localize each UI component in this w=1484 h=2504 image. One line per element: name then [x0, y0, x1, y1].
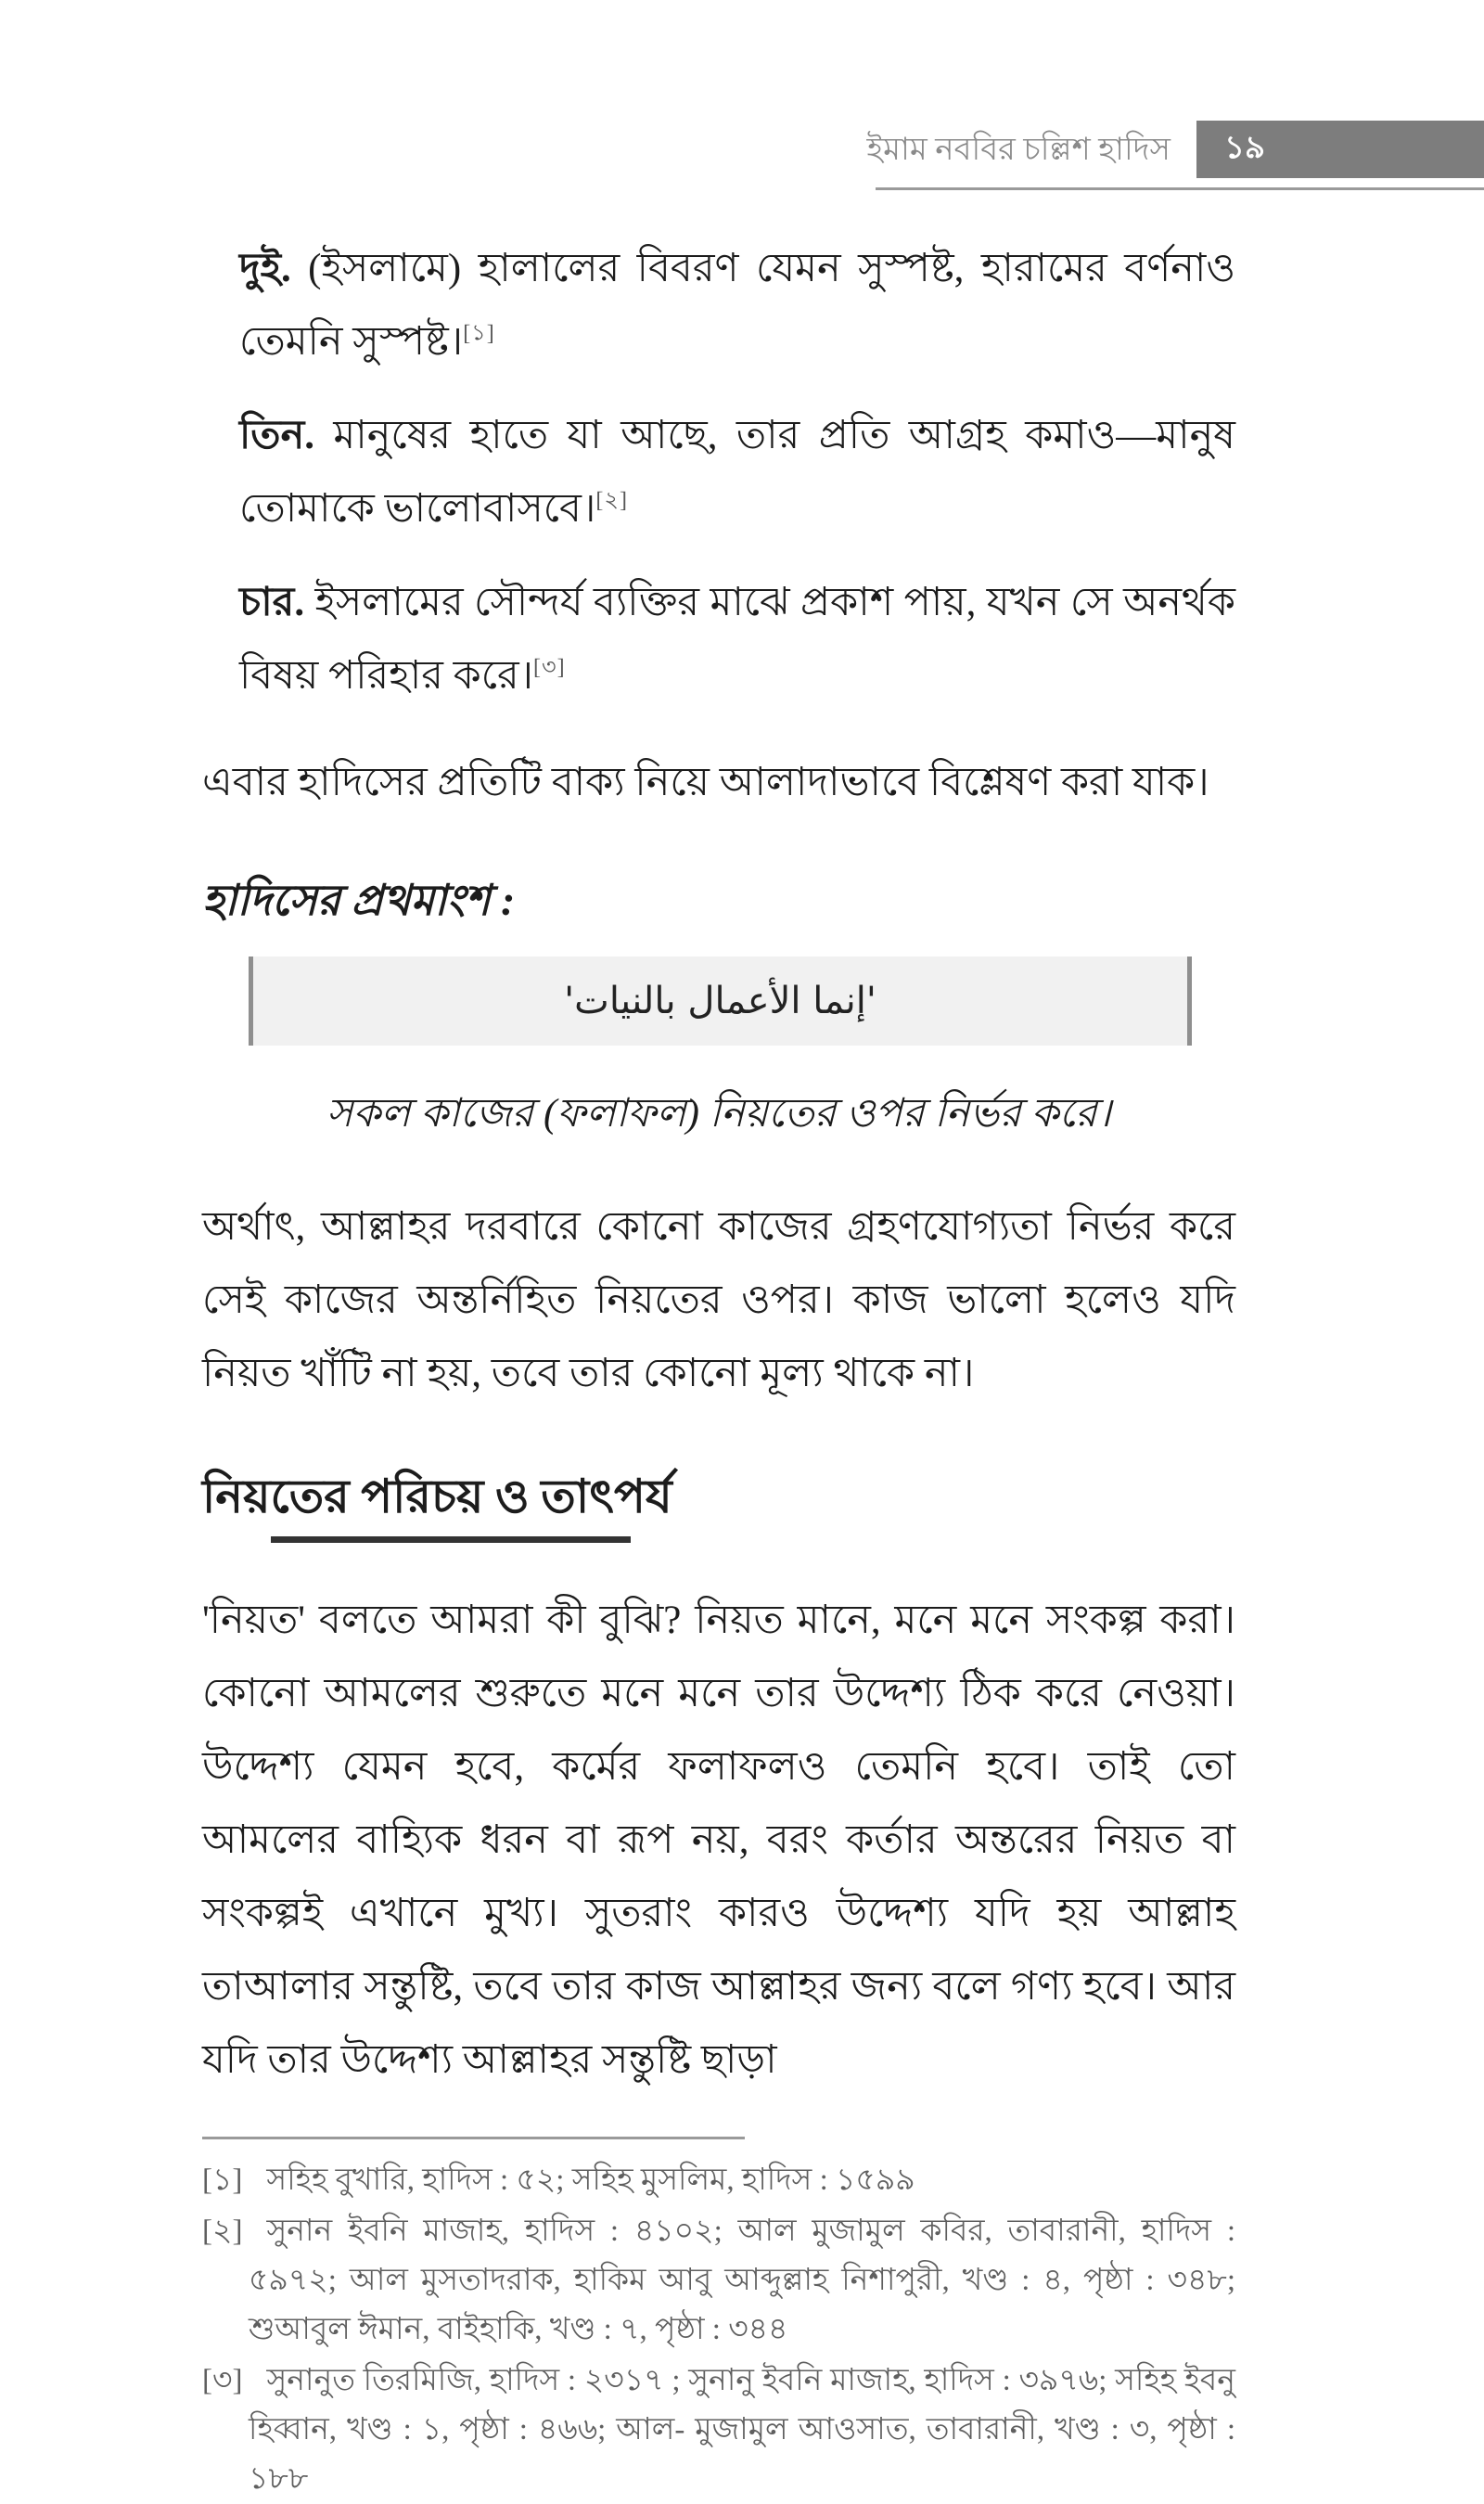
point-three-text: মানুষের হাতে যা আছে, তার প্রতি আগ্রহ কমাও—মানুষ তোমাকে ভালোবাসবে।	[239, 414, 1235, 531]
header-rule	[876, 187, 1484, 190]
footnote-3-marker: [৩]	[202, 2364, 243, 2397]
footnote-3-text: সুনানুত তিরমিজি, হাদিস : ২৩১৭ ; সুনানু ইবনি মাজাহ, হাদিস : ৩৯৭৬; সহিহ ইবনু হিব্বান, খণ্ড : ১, পৃষ্ঠা : ৪৬৬; আল- মুজামুল আওসাত, তাবারানী, খণ্ড : ৩, পৃষ্ঠা : ১৮৮	[249, 2364, 1235, 2496]
section-heading-niyat: নিয়তের পরিচয় ও তাৎপর্য	[202, 1470, 672, 1522]
heading-underline	[271, 1536, 631, 1543]
point-four-text: ইসলামের সৌন্দর্য ব্যক্তির মাঝে প্রকাশ পায়, যখন সে অনর্থক বিষয় পরিহার করে।	[239, 581, 1235, 698]
footnote-1	[202, 2156, 1235, 2205]
arabic-quote-box	[249, 957, 1192, 1046]
footnote-2-marker: [২]	[202, 2215, 243, 2248]
page-number-badge	[1196, 121, 1484, 178]
footnote-2	[202, 2207, 1235, 2355]
footnotes-block	[202, 2156, 1235, 2504]
footnote-ref-1: [১]	[463, 321, 495, 346]
point-two-label: দুই.	[239, 247, 291, 290]
footnote-ref-2: [২]	[595, 488, 628, 513]
hadith-point-four	[239, 566, 1235, 713]
footnote-separator-rule	[202, 2137, 745, 2139]
hadith-point-three	[239, 399, 1235, 546]
footnote-1-text: সহিহ বুখারি, হাদিস : ৫২; সহিহ মুসলিম, হাদিস : ১৫৯৯	[266, 2164, 915, 2197]
page-content	[202, 232, 1235, 2504]
footnote-1-marker: [১]	[202, 2164, 243, 2197]
point-four-label: চার.	[239, 581, 305, 624]
hadith-point-two	[239, 232, 1235, 379]
arabic-hadith-text: 'إنما الأعمال بالنيات'	[564, 980, 876, 1022]
point-three-label: তিন.	[239, 414, 314, 457]
footnote-3	[202, 2356, 1235, 2504]
page-number: ১৯	[1224, 130, 1266, 165]
section-two-body: 'নিয়ত' বলতে আমরা কী বুঝি? নিয়ত মানে, মনে মনে সংকল্প করা। কোনো আমলের শুরুতে মনে মনে তার উদ্দেশ্য ঠিক করে নেওয়া। উদ্দেশ্য যেমন হবে, কর্মের ফলাফলও তেমনি হবে। তাই তো আমলের বাহ্যিক ধরন বা রূপ নয়, বরং কর্তার অন্তরের নিয়ত বা সংকল্পই এখানে মুখ্য। সুতরাং কারও উদ্দেশ্য যদি হয় আল্লাহ তাআলার সন্তুষ্টি, তবে তার কাজ আল্লাহর জন্য বলে গণ্য হবে। আর যদি তার উদ্দেশ্য আল্লাহর সন্তুষ্টি ছাড়া	[202, 1599, 1235, 2082]
section-heading-first-part: হাদিসের প্রথমাংশ :	[202, 877, 516, 924]
footnote-ref-3: [৩]	[533, 655, 566, 680]
running-header-title: ইমাম নববির চল্লিশ হাদিস	[866, 133, 1171, 167]
section-one-body: অর্থাৎ, আল্লাহর দরবারে কোনো কাজের গ্রহণযোগ্যতা নির্ভর করে সেই কাজের অন্তর্নিহিত নিয়তের ওপর। কাজ ভালো হলেও যদি নিয়ত খাঁটি না হয়, তবে তার কোনো মূল্য থাকে না।	[202, 1205, 1235, 1395]
hadith-translation: সকল কাজের (ফলাফল) নিয়তের ওপর নির্ভর করে।	[326, 1092, 1112, 1136]
point-two-text: (ইসলামে) হালালের বিবরণ যেমন সুস্পষ্ট, হারামের বর্ণনাও তেমনি সুস্পষ্ট।	[239, 247, 1235, 364]
footnote-2-text: সুনান ইবনি মাজাহ, হাদিস : ৪১০২; আল মুজামুল কবির, তাবারানী, হাদিস : ৫৯৭২; আল মুসতাদরাক, হাকিম আবু আব্দুল্লাহ নিশাপুরী, খণ্ড : ৪, পৃষ্ঠা : ৩৪৮; শুআবুল ঈমান, বাইহাকি, খণ্ড : ৭, পৃষ্ঠা : ৩৪৪	[249, 2215, 1235, 2346]
analysis-intro-paragraph: এবার হাদিসের প্রতিটি বাক্য নিয়ে আলাদাভাবে বিশ্লেষণ করা যাক।	[202, 761, 1209, 804]
